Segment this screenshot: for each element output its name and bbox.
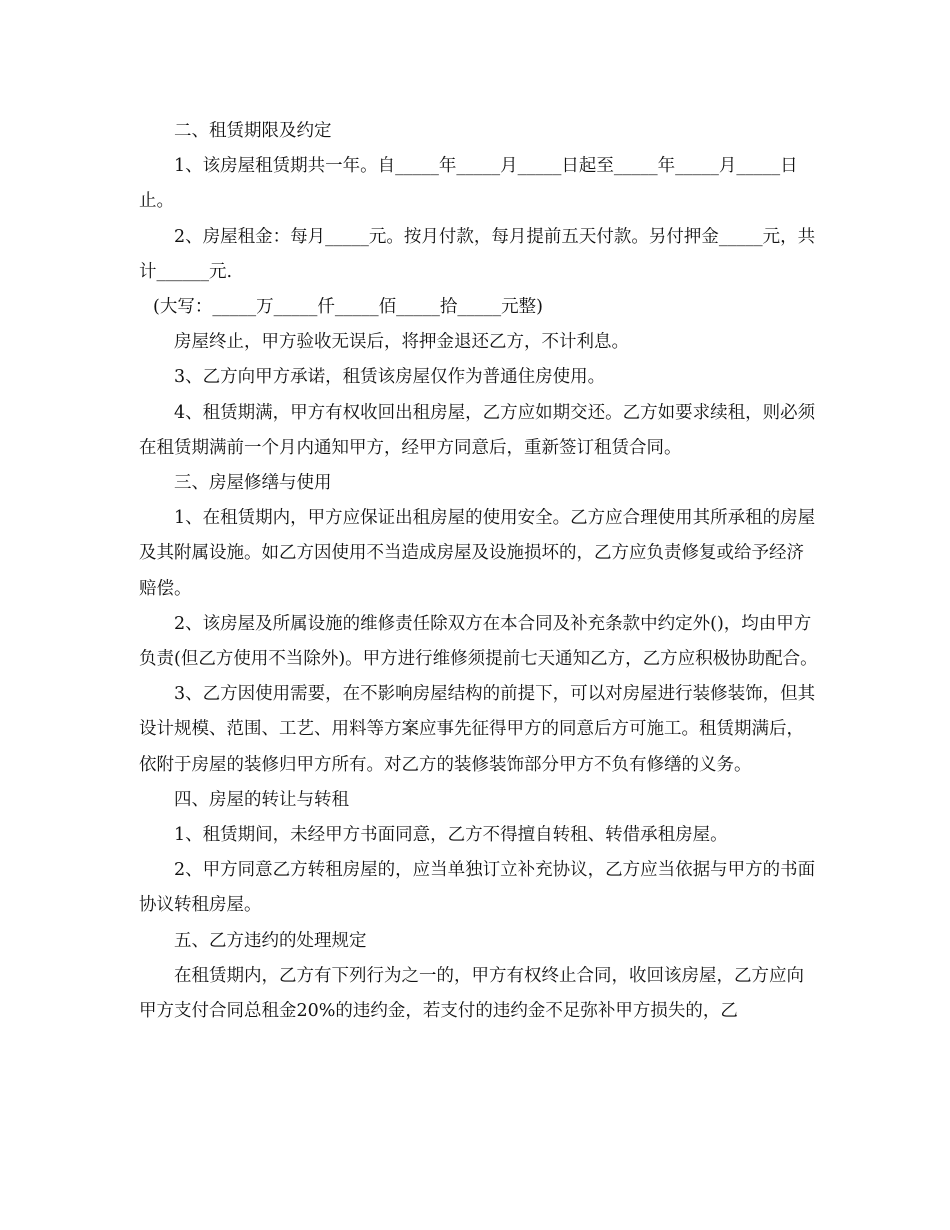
- section-heading-breach: 五、乙方违约的处理规定: [174, 930, 367, 951]
- clause-lease-period: 1、该房屋租赁期共一年。自_____年_____月_____日起至_____年_____月_____日止。: [139, 156, 798, 212]
- clause-repair-responsibility: 2、该房屋及所属设施的维修责任除双方在本合同及补充条款中约定外()，均由甲方负责(但乙方使用不当除外)。甲方进行维修须提前七天通知乙方，乙方应积极协助配合。: [139, 613, 818, 670]
- clause-rent: 2、房屋租金：每月_____元。按月付款，每月提前五天付款。另付押金_____元，共计______元.: [139, 226, 816, 282]
- clause-residential-use: 3、乙方向甲方承诺，租赁该房屋仅作为普通住房使用。: [174, 367, 606, 388]
- clause-breach-penalty: 在租赁期内，乙方有下列行为之一的，甲方有权终止合同，收回该房屋，乙方应向甲方支付合同总租金20%的违约金，若支付的违约金不足弥补甲方损失的，乙: [139, 965, 804, 1022]
- clause-lease-expiry: 4、租赁期满，甲方有权收回出租房屋，乙方应如期交还。乙方如要求续租，则必须在租赁期满前一个月内通知甲方，经甲方同意后，重新签订租赁合同。: [139, 402, 816, 458]
- contract-body: [139, 114, 819, 1029]
- section-heading-transfer: 四、房屋的转让与转租: [174, 789, 349, 810]
- clause-renovation: 3、乙方因使用需要，在不影响房屋结构的前提下，可以对房屋进行装修装饰，但其设计规模、范围、工艺、用料等方案应事先征得甲方的同意后方可施工。租赁期满后，依附于房屋的装修归甲方所有。对乙方的装修装饰部分甲方不负有修缮的义务。: [139, 684, 816, 775]
- clause-deposit-return: 房屋终止，甲方验收无误后，将押金退还乙方，不计利息。: [174, 332, 629, 353]
- section-heading-lease-term: 二、租赁期限及约定: [174, 121, 332, 141]
- clause-no-sublet: 1、租赁期间，未经甲方书面同意，乙方不得擅自转租、转借承租房屋。: [174, 825, 728, 846]
- section-heading-repair: 三、房屋修缮与使用: [174, 473, 332, 494]
- clause-sublet-agreement: 2、甲方同意乙方转租房屋的，应当单独订立补充协议，乙方应当依据与甲方的书面协议转租房屋。: [139, 860, 816, 916]
- clause-repair-safety: 1、在租赁期内，甲方应保证出租房屋的使用安全。乙方应合理使用其所承租的房屋及其附属设施。如乙方因使用不当造成房屋及设施损坏的，乙方应负责修复或给予经济赔偿。: [139, 508, 816, 599]
- clause-rent-capital: (大写：_____万_____仟_____佰_____拾_____元整): [153, 297, 543, 318]
